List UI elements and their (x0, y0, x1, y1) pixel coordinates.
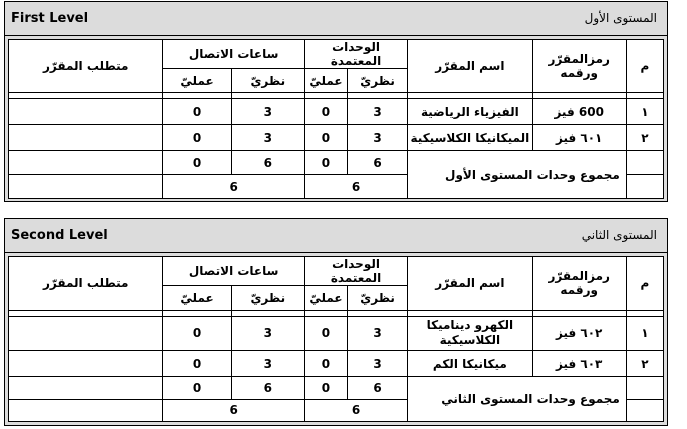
credit-units-header: الوحدات المعتمدة (304, 40, 407, 69)
cu-theory-cell: 3 (348, 125, 408, 151)
level-header (5, 2, 667, 36)
table-row (9, 316, 664, 350)
cu-theory-cell: 3 (348, 99, 408, 125)
level-title-en: First Level (11, 11, 89, 26)
cu-practical-cell: 0 (304, 125, 347, 151)
ch-practical-total: 0 (163, 151, 231, 175)
course-code-cell: 600 فيز (532, 99, 626, 125)
practical-header: عمليّ (304, 286, 347, 310)
level-sum-label: مجموع وحدات المستوى الأول (408, 151, 627, 199)
prereq-cell (9, 316, 163, 350)
ch-theory-cell: 3 (231, 99, 304, 125)
level-header (5, 219, 667, 253)
ch-grand-total: 6 (163, 175, 304, 199)
courses-table (8, 39, 664, 199)
theory-header: نظريّ (231, 286, 304, 310)
practical-header: عمليّ (163, 69, 231, 93)
first-level-panel (4, 1, 668, 202)
course-code-header: رمزالمقرّر ورقمه (532, 40, 626, 93)
prereq-cell (9, 125, 163, 151)
ch-theory-cell: 3 (231, 316, 304, 350)
row-number-header: م (626, 257, 663, 311)
level-title-en: Second Level (11, 228, 108, 243)
second-level-panel (4, 218, 668, 426)
theory-header: نظريّ (348, 286, 408, 310)
level-sum-label: مجموع وحدات المستوى الثاني (408, 377, 627, 422)
course-name-cell: الفيزياء الرياضية (408, 99, 532, 125)
practical-header: عمليّ (163, 286, 231, 310)
level-table-container (8, 256, 664, 422)
course-code-header: رمزالمقرّر ورقمه (532, 257, 626, 311)
course-code-cell: ٦٠٣ فيز (532, 351, 626, 377)
cu-theory-total: 6 (348, 377, 408, 399)
prereq-cell (9, 351, 163, 377)
level-title-ar: المستوى الثاني (581, 228, 657, 242)
row-number-header: م (626, 40, 663, 93)
ch-theory-total: 6 (231, 377, 304, 399)
theory-header: نظريّ (348, 69, 408, 93)
ch-grand-total: 6 (163, 399, 304, 421)
course-code-cell: ٦٠٢ فيز (532, 316, 626, 350)
totals-row (9, 377, 664, 399)
cu-theory-cell: 3 (348, 316, 408, 350)
cu-theory-total: 6 (348, 151, 408, 175)
cu-practical-cell: 0 (304, 316, 347, 350)
row-number-cell: ٢ (626, 125, 663, 151)
table-row (9, 351, 664, 377)
row-number-cell: ٢ (626, 351, 663, 377)
cu-practical-total: 0 (304, 377, 347, 399)
level-title-ar: المستوى الأول (584, 11, 657, 25)
prereq-cell (9, 99, 163, 125)
credit-units-header: الوحدات المعتمدة (304, 257, 407, 286)
cu-grand-total: 6 (304, 175, 407, 199)
ch-theory-cell: 3 (231, 351, 304, 377)
ch-practical-cell: 0 (163, 125, 231, 151)
ch-practical-total: 0 (163, 377, 231, 399)
table-row (9, 125, 664, 151)
prereq-header: متطلب المقرّر (9, 257, 163, 311)
row-number-cell: ١ (626, 99, 663, 125)
cu-practical-total: 0 (304, 151, 347, 175)
courses-table (8, 256, 664, 422)
course-name-header: اسم المقرّر (408, 40, 532, 93)
contact-hours-header: ساعات الاتصال (163, 40, 304, 69)
cu-grand-total: 6 (304, 399, 407, 421)
theory-header: نظريّ (231, 69, 304, 93)
ch-theory-total: 6 (231, 151, 304, 175)
cu-practical-cell: 0 (304, 351, 347, 377)
totals-row (9, 151, 664, 175)
cu-theory-cell: 3 (348, 351, 408, 377)
ch-practical-cell: 0 (163, 316, 231, 350)
course-name-cell: ميكانيكا الكم (408, 351, 532, 377)
ch-practical-cell: 0 (163, 351, 231, 377)
level-table-container (8, 39, 664, 198)
course-name-cell: الميكانيكا الكلاسيكية (408, 125, 532, 151)
cu-practical-cell: 0 (304, 99, 347, 125)
table-row (9, 99, 664, 125)
ch-theory-cell: 3 (231, 125, 304, 151)
course-code-cell: ٦٠١ فيز (532, 125, 626, 151)
course-name-cell: الكهرو ديناميكا الكلاسيكية (408, 316, 532, 350)
course-name-header: اسم المقرّر (408, 257, 532, 311)
prereq-header: متطلب المقرّر (9, 40, 163, 93)
ch-practical-cell: 0 (163, 99, 231, 125)
contact-hours-header: ساعات الاتصال (163, 257, 304, 286)
row-number-cell: ١ (626, 316, 663, 350)
practical-header: عمليّ (304, 69, 347, 93)
